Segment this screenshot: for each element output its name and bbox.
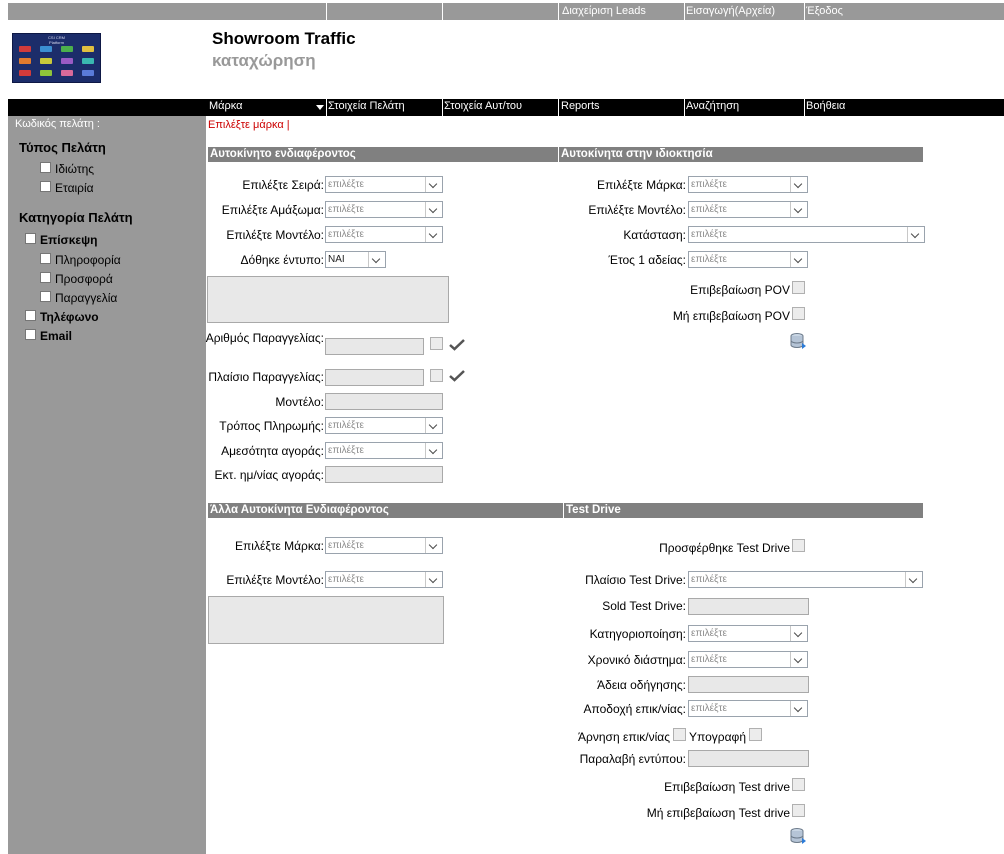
customer-code-label: Κωδικός πελάτη : — [15, 118, 100, 130]
order-chassis-label: Πλαίσιο Παραγγελίας: — [208, 370, 324, 384]
owned-brand-label: Επιλέξτε Μάρκα: — [597, 178, 686, 192]
owned-model-select[interactable]: επιλέξτε — [688, 201, 808, 218]
top-bar-divider — [558, 3, 559, 20]
chevron-down-icon — [425, 418, 442, 433]
brochure-received-label: Παραλαβή εντύπου: — [579, 752, 686, 766]
series-label: Επιλέξτε Σειρά: — [242, 178, 324, 192]
chevron-down-icon — [790, 252, 807, 267]
info-label: Πληροφορία — [55, 253, 121, 267]
pov-not-confirm-checkbox[interactable] — [792, 307, 805, 320]
payment-label: Τρόπος Πληρωμής: — [219, 419, 324, 433]
driving-license-label: Άδεια οδήγησης: — [597, 678, 686, 692]
section-header-interest: Αυτοκίνητο ενδιαφέροντος — [208, 147, 558, 162]
import-files-link[interactable]: Εισαγωγή(Αρχεία) — [686, 5, 776, 17]
order-chassis-input[interactable] — [325, 369, 424, 386]
pov-confirm-checkbox[interactable] — [792, 281, 805, 294]
first-license-year-select[interactable]: επιλέξτε — [688, 251, 808, 268]
owned-brand-select[interactable]: επιλέξτε — [688, 176, 808, 193]
top-bar — [8, 3, 1004, 20]
page-subtitle: καταχώρηση — [212, 51, 316, 70]
nav-help[interactable]: Βοήθεια — [806, 100, 846, 112]
series-select[interactable]: επιλέξτε — [325, 176, 443, 193]
pov-not-confirm-label: Μή επιβεβαίωση POV — [672, 309, 790, 323]
immediacy-select[interactable]: επιλέξτε — [325, 442, 443, 459]
check-icon[interactable] — [449, 369, 465, 382]
company-checkbox[interactable] — [40, 181, 51, 192]
time-period-label: Χρονικό διάστημα: — [587, 653, 686, 667]
other-brand-select[interactable]: επιλέξτε — [325, 537, 443, 554]
chevron-down-icon — [425, 443, 442, 458]
body-select[interactable]: επιλέξτε — [325, 201, 443, 218]
sold-td-label: Sold Test Drive: — [602, 599, 686, 613]
chevron-down-icon — [368, 252, 385, 267]
brochure-select[interactable]: ΝΑΙ — [325, 251, 386, 268]
signature-label: Υπογραφή — [689, 730, 747, 744]
nav-brand[interactable]: Μάρκα — [209, 100, 243, 112]
other-models-list-box[interactable] — [208, 596, 444, 644]
section-header-other-cars: Άλλα Αυτοκίνητα Ενδιαφέροντος — [208, 503, 563, 518]
chevron-down-icon — [425, 202, 442, 217]
other-brand-label: Επιλέξτε Μάρκα: — [235, 539, 324, 553]
classification-label: Κατηγοριοποίηση: — [589, 627, 686, 641]
nav-car-info[interactable]: Στοιχεία Αυτ/του — [444, 100, 523, 112]
chevron-down-icon — [425, 538, 442, 553]
order-number-input[interactable] — [325, 338, 424, 355]
order-number-label: Αριθμός Παραγγελίας: — [205, 331, 324, 345]
td-confirm-label: Επιβεβαίωση Test drive — [664, 780, 790, 794]
main-nav — [8, 99, 1004, 116]
select-brand-hint: Επιλέξτε μάρκα | — [208, 119, 290, 131]
model-text-label: Μοντέλο: — [275, 395, 324, 409]
model-label: Επιλέξτε Μοντέλο: — [226, 228, 324, 242]
signature-checkbox[interactable] — [749, 728, 762, 741]
pov-confirm-label: Επιβεβαίωση POV — [690, 283, 790, 297]
td-chassis-label: Πλαίσιο Test Drive: — [585, 573, 686, 587]
section-header-owned: Αυτοκίνητα στην ιδιοκτησία — [559, 147, 923, 162]
offer-label: Προσφορά — [55, 272, 113, 286]
chevron-down-icon — [790, 652, 807, 667]
chevron-down-icon — [790, 626, 807, 641]
model-text-input[interactable] — [325, 393, 443, 410]
status-label: Κατάσταση: — [623, 228, 686, 242]
logout-link[interactable]: Έξοδος — [806, 5, 843, 17]
top-bar-divider — [804, 3, 805, 20]
classification-select[interactable]: επιλέξτε — [688, 625, 808, 642]
visit-checkbox[interactable] — [25, 233, 36, 244]
top-bar-divider — [442, 3, 443, 20]
info-checkbox[interactable] — [40, 253, 51, 264]
driving-license-input[interactable] — [688, 676, 809, 693]
brochure-label: Δόθηκε έντυπο: — [240, 253, 324, 267]
chevron-down-icon — [790, 202, 807, 217]
models-list-box[interactable] — [207, 276, 449, 323]
td-offered-label: Προσφέρθηκε Test Drive — [659, 541, 790, 555]
email-checkbox[interactable] — [25, 329, 36, 340]
order-chassis-checkbox[interactable] — [430, 369, 443, 382]
nav-reports[interactable]: Reports — [561, 100, 600, 112]
email-label: Email — [40, 329, 73, 343]
chevron-down-icon — [425, 227, 442, 242]
td-confirm-checkbox[interactable] — [792, 778, 805, 791]
refuse-contact-label: Άρνηση επικ/νίας — [578, 730, 670, 744]
accept-contact-label: Αποδοχή επικ/νίας: — [583, 702, 686, 716]
customer-category-heading: Κατηγορία Πελάτη — [19, 210, 133, 225]
page-title: Showroom Traffic — [212, 29, 356, 48]
est-purchase-date-label: Εκτ. ημ/νίας αγοράς: — [214, 468, 324, 482]
order-number-checkbox[interactable] — [430, 337, 443, 350]
section-header-test-drive: Test Drive — [564, 503, 923, 518]
private-checkbox[interactable] — [40, 162, 51, 173]
chevron-down-icon — [907, 227, 924, 242]
nav-search[interactable]: Αναζήτηση — [686, 100, 740, 112]
order-label: Παραγγελία — [55, 291, 118, 305]
leads-management-link[interactable]: Διαχείριση Leads — [562, 5, 646, 17]
payment-select[interactable]: επιλέξτε — [325, 417, 443, 434]
immediacy-label: Αμεσότητα αγοράς: — [221, 444, 324, 458]
td-chassis-select[interactable]: επιλέξτε — [688, 571, 923, 588]
accept-contact-select[interactable]: επιλέξτε — [688, 700, 808, 717]
phone-checkbox[interactable] — [25, 310, 36, 321]
check-icon[interactable] — [449, 338, 465, 351]
top-bar-divider — [326, 3, 327, 20]
customer-type-heading: Τύπος Πελάτη — [19, 140, 106, 155]
chevron-down-icon — [425, 572, 442, 587]
td-not-confirm-checkbox[interactable] — [792, 804, 805, 817]
model-select[interactable]: επιλέξτε — [325, 226, 443, 243]
order-checkbox[interactable] — [40, 291, 51, 302]
company-label: Εταιρία — [55, 181, 94, 195]
other-model-label: Επιλέξτε Μοντέλο: — [226, 573, 324, 587]
phone-label: Τηλέφωνο — [40, 310, 99, 324]
chevron-down-icon — [790, 177, 807, 192]
chevron-down-icon[interactable] — [316, 105, 324, 110]
td-offered-checkbox[interactable] — [792, 539, 805, 552]
app-logo — [12, 33, 101, 83]
top-bar-divider — [684, 3, 685, 20]
time-period-select[interactable]: επιλέξτε — [688, 651, 808, 668]
offer-checkbox[interactable] — [40, 272, 51, 283]
other-model-select[interactable]: επιλέξτε — [325, 571, 443, 588]
visit-label: Επίσκεψη — [40, 233, 98, 247]
logo-caption: CSI CRM — [48, 35, 65, 40]
est-purchase-date-input[interactable] — [325, 466, 443, 483]
sidebar — [8, 116, 206, 854]
first-license-year-label: Έτος 1 αδείας: — [608, 253, 686, 267]
owned-model-label: Επιλέξτε Μοντέλο: — [588, 203, 686, 217]
database-add-icon[interactable] — [789, 827, 807, 845]
private-label: Ιδιώτης — [55, 162, 95, 176]
sold-td-input[interactable] — [688, 598, 809, 615]
refuse-contact-checkbox[interactable] — [673, 728, 686, 741]
database-add-icon[interactable] — [789, 332, 807, 350]
body-label: Επιλέξτε Αμάξωμα: — [221, 203, 324, 217]
chevron-down-icon — [425, 177, 442, 192]
brochure-received-input[interactable] — [688, 750, 809, 767]
status-select[interactable]: επιλέξτε — [688, 226, 925, 243]
chevron-down-icon — [790, 701, 807, 716]
logo-caption: Platform — [49, 40, 64, 45]
chevron-down-icon — [905, 572, 922, 587]
nav-customer-info[interactable]: Στοιχεία Πελάτη — [328, 100, 405, 112]
td-not-confirm-label: Μή επιβεβαίωση Test drive — [646, 806, 790, 820]
